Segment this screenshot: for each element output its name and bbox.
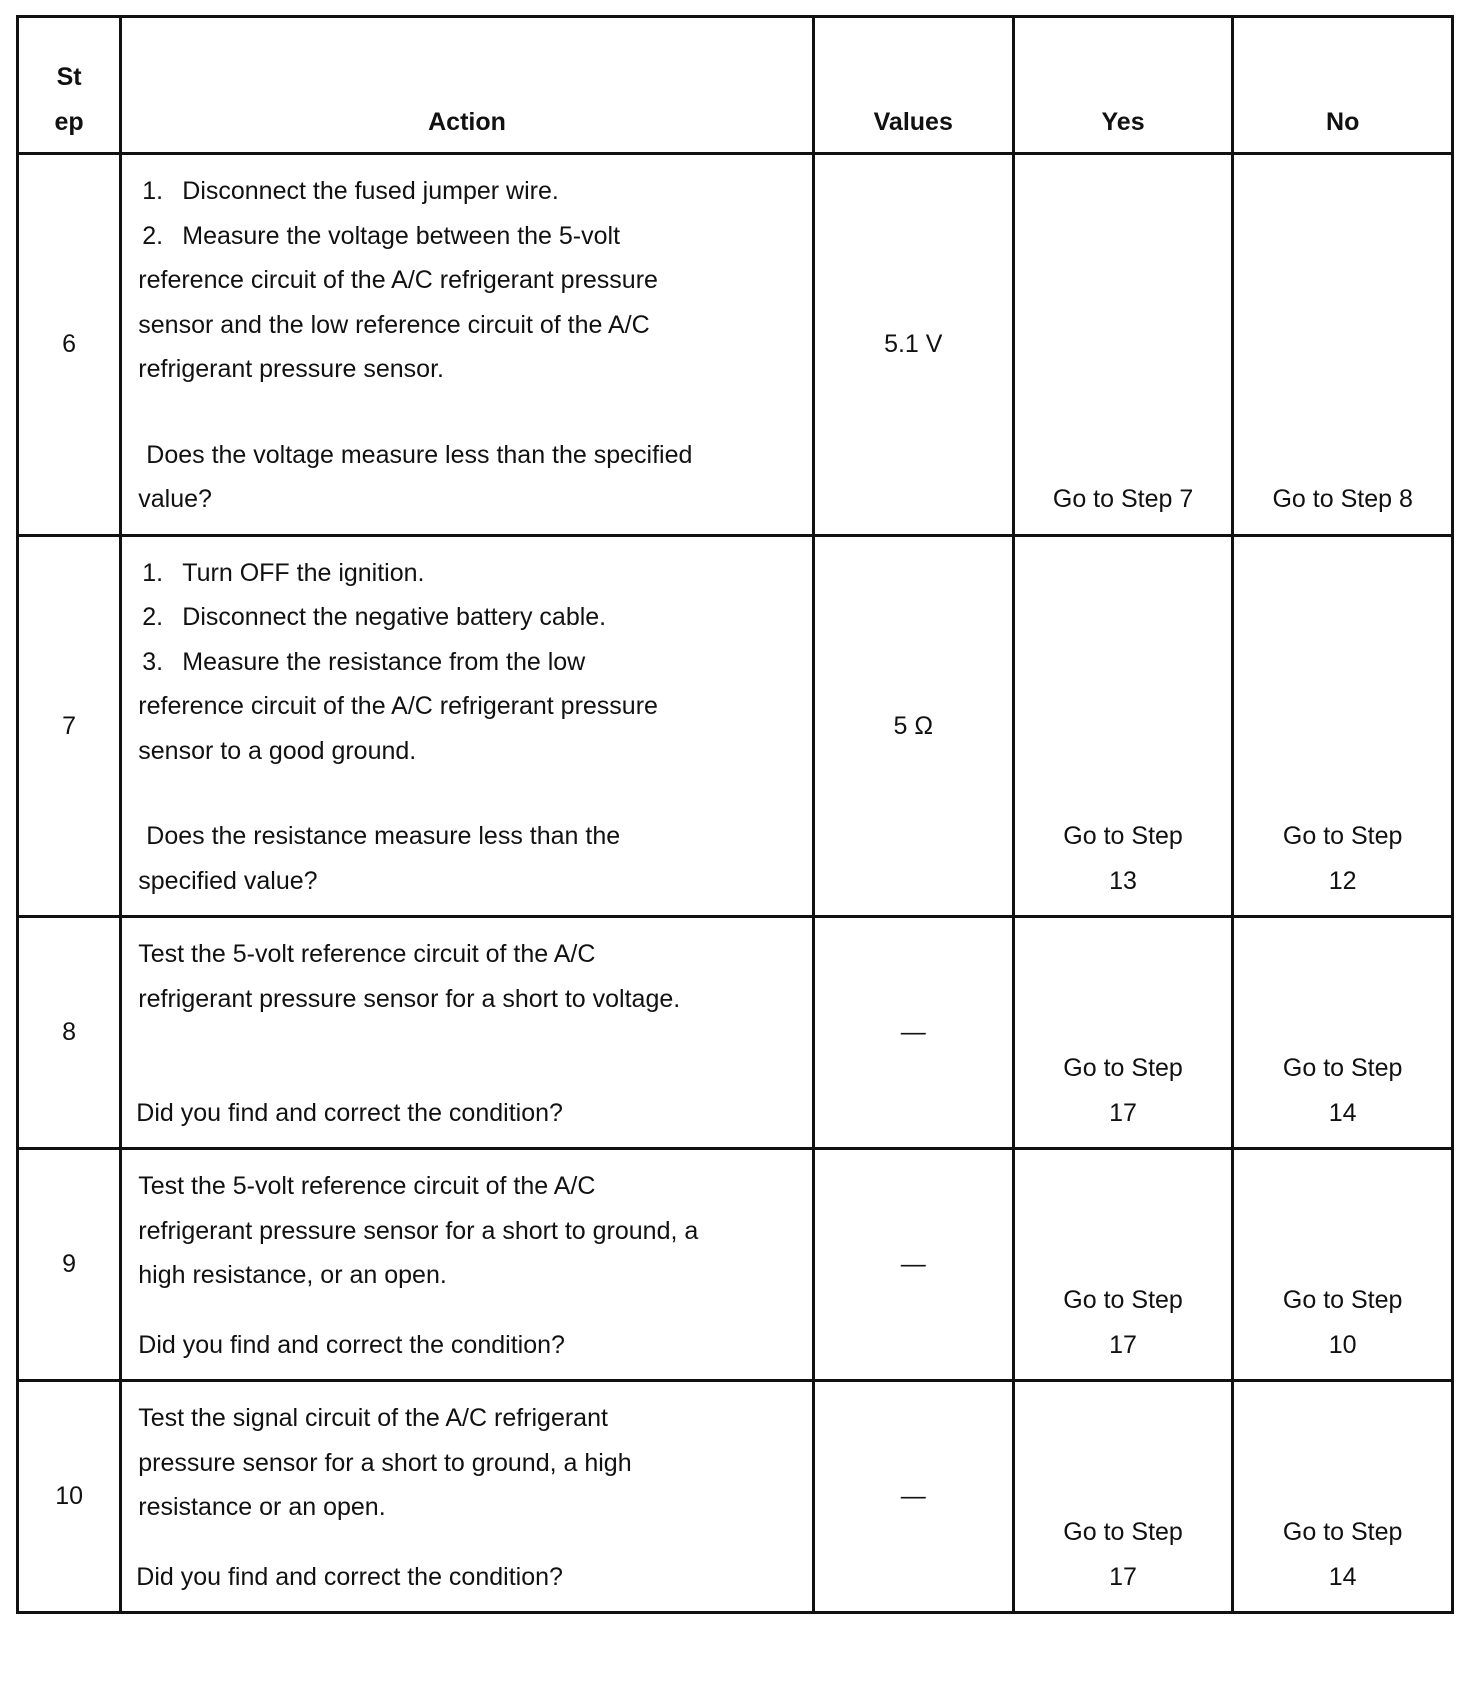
table-row-step-9 bbox=[18, 1149, 1453, 1381]
instruction-line: pressure sensor for a short to ground, a high bbox=[138, 1448, 632, 1477]
instruction-line: high resistance, or an open. bbox=[138, 1261, 447, 1289]
value-cell: — bbox=[813, 917, 1013, 1149]
diagnostic-table bbox=[16, 15, 1454, 1614]
instruction-line: 2. Measure the voltage between the 5-volt bbox=[142, 221, 621, 250]
step-number: 10 bbox=[18, 1381, 121, 1613]
header-row bbox=[18, 17, 1453, 154]
table-row-step-8 bbox=[18, 917, 1453, 1149]
header-yes: Yes bbox=[1013, 17, 1233, 154]
question-line: Does the voltage measure less than the specified bbox=[146, 440, 693, 469]
question-line: Did you find and correct the condition? bbox=[136, 1098, 563, 1127]
header-action: Action bbox=[121, 17, 813, 154]
instruction-line: sensor and the low reference circuit of the A/C bbox=[138, 310, 650, 339]
action-cell bbox=[121, 154, 813, 536]
yes-cell: Go to Step 17 bbox=[1013, 917, 1233, 1149]
instruction-line: 1. Turn OFF the ignition. bbox=[142, 558, 425, 587]
no-cell: Go to Step 12 bbox=[1233, 535, 1453, 917]
yes-cell: Go to Step 17 bbox=[1013, 1381, 1233, 1613]
yes-cell: Go to Step 7 bbox=[1013, 154, 1233, 536]
value-cell: — bbox=[813, 1381, 1013, 1613]
instruction-line: refrigerant pressure sensor. bbox=[138, 355, 444, 383]
header-step-line: ep bbox=[54, 107, 84, 136]
instruction-line: Test the 5-volt reference circuit of the A/C bbox=[138, 1172, 596, 1200]
instruction-line: resistance or an open. bbox=[138, 1493, 386, 1521]
step-number: 6 bbox=[18, 154, 121, 536]
question-line: Did you find and correct the condition? bbox=[138, 1330, 565, 1359]
no-cell: Go to Step 8 bbox=[1233, 154, 1453, 536]
yes-cell: Go to Step 13 bbox=[1013, 535, 1233, 917]
question-line: Did you find and correct the condition? bbox=[136, 1562, 563, 1591]
value-cell: — bbox=[813, 1149, 1013, 1381]
header-step-line: St bbox=[56, 63, 82, 91]
step-number: 8 bbox=[18, 917, 121, 1149]
instruction-line: Test the signal circuit of the A/C refrigerant bbox=[138, 1404, 608, 1432]
instruction-line: reference circuit of the A/C refrigerant pressure bbox=[138, 266, 658, 294]
value-cell: 5.1 V bbox=[813, 154, 1013, 536]
header-no: No bbox=[1233, 17, 1453, 154]
action-cell bbox=[121, 1149, 813, 1381]
header-step bbox=[18, 17, 121, 154]
no-cell: Go to Step 10 bbox=[1233, 1149, 1453, 1381]
instruction-line: Test the 5-volt reference circuit of the A/C bbox=[138, 940, 596, 968]
question-line: value? bbox=[138, 485, 212, 513]
table-row-step-10 bbox=[18, 1381, 1453, 1613]
yes-cell: Go to Step 17 bbox=[1013, 1149, 1233, 1381]
instruction-line: 3. Measure the resistance from the low bbox=[142, 647, 586, 676]
instruction-line: refrigerant pressure sensor for a short to voltage. bbox=[138, 984, 681, 1013]
header-values: Values bbox=[813, 17, 1013, 154]
instruction-line: 2. Disconnect the negative battery cable. bbox=[142, 603, 607, 631]
action-cell bbox=[121, 917, 813, 1149]
instruction-line: 1. Disconnect the fused jumper wire. bbox=[142, 177, 559, 205]
action-cell bbox=[121, 1381, 813, 1613]
no-cell: Go to Step 14 bbox=[1233, 917, 1453, 1149]
action-cell bbox=[121, 535, 813, 917]
table-row-step-6 bbox=[18, 154, 1453, 536]
no-cell: Go to Step 14 bbox=[1233, 1381, 1453, 1613]
step-number: 7 bbox=[18, 535, 121, 917]
instruction-line: sensor to a good ground. bbox=[138, 736, 417, 765]
step-number: 9 bbox=[18, 1149, 121, 1381]
value-cell: 5 Ω bbox=[813, 535, 1013, 917]
instruction-line: reference circuit of the A/C refrigerant pressure bbox=[138, 692, 658, 720]
table-row-step-7 bbox=[18, 535, 1453, 917]
question-line: specified value? bbox=[138, 866, 318, 895]
instruction-line: refrigerant pressure sensor for a short to ground, a bbox=[138, 1216, 699, 1245]
question-line: Does the resistance measure less than the bbox=[146, 822, 621, 850]
